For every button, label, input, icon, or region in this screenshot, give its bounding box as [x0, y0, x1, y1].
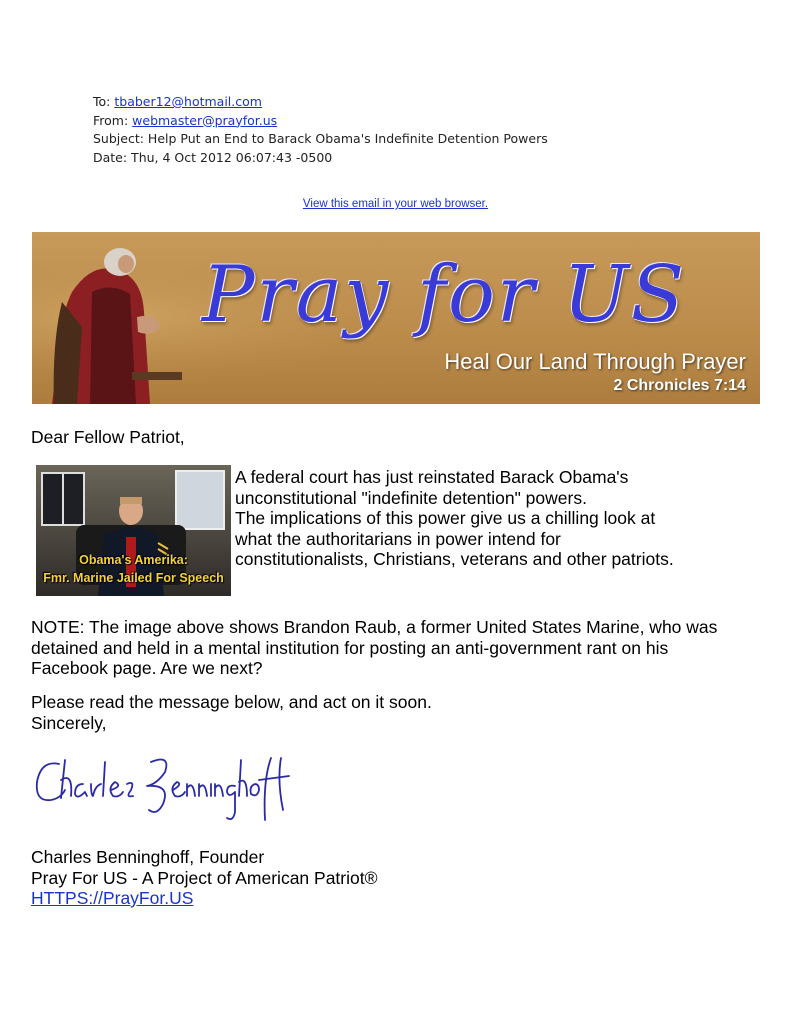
from-email-link[interactable]: webmaster@prayfor.us	[132, 112, 278, 128]
banner-verse: 2 Chronicles 7:14	[613, 377, 746, 394]
to-label: To:	[93, 94, 115, 109]
sign-off: Sincerely,	[31, 712, 107, 733]
marine-photo	[36, 465, 231, 596]
greeting: Dear Fellow Patriot,	[31, 427, 185, 447]
intro-line: A federal court has just reinstated Barack Obama's	[235, 467, 629, 487]
intro-line: unconstitutional "indefinite detention" powers.	[235, 487, 587, 508]
note-paragraph	[31, 617, 761, 679]
note-line: NOTE: The image above shows Brandon Raub, a former United States Marine, who was	[31, 617, 718, 637]
date-line: Date: Thu, 4 Oct 2012 06:07:43 -0500	[93, 149, 333, 165]
organization: Pray For US - A Project of American Patriot®	[31, 867, 378, 888]
banner-title: Pray for US	[202, 250, 687, 340]
to-line	[93, 93, 548, 112]
view-in-browser-link[interactable]: View this email in your web browser.	[302, 198, 489, 210]
note-line: Facebook page. Are we next?	[31, 658, 263, 678]
handwritten-signature	[31, 750, 291, 835]
from-line	[93, 112, 548, 131]
to-email-link[interactable]: tbaber12@hotmail.com	[114, 94, 262, 109]
photo-caption-line2: Fmr. Marine Jailed For Speech	[43, 571, 224, 585]
intro-line: The implications of this power give us a chilling look at	[235, 508, 656, 528]
request-line: Please read the message below, and act on it soon.	[31, 692, 432, 712]
closing-block	[31, 847, 378, 909]
note-line: detained and held in a mental institution for posting an anti-government rant on his	[31, 637, 669, 658]
photo-caption-line1: Obama's Amerika:	[79, 553, 188, 567]
founder-name: Charles Benninghoff, Founder	[31, 847, 265, 867]
intro-line: what the authoritarians in power intend for	[235, 528, 561, 549]
website-link[interactable]: HTTPS://PrayFor.US	[31, 888, 194, 908]
banner-tagline: Heal Our Land Through Prayer	[444, 349, 746, 374]
intro-line: constitutionalists, Christians, veterans and other patriots.	[235, 549, 674, 569]
request-paragraph	[31, 692, 432, 733]
subject-line: Subject: Help Put an End to Barack Obama's Indefinite Detention Powers	[93, 131, 548, 146]
banner-image	[32, 232, 760, 404]
from-label: From:	[93, 112, 133, 128]
signature-image	[31, 750, 291, 830]
email-header	[93, 93, 548, 167]
intro-paragraph	[235, 467, 705, 570]
